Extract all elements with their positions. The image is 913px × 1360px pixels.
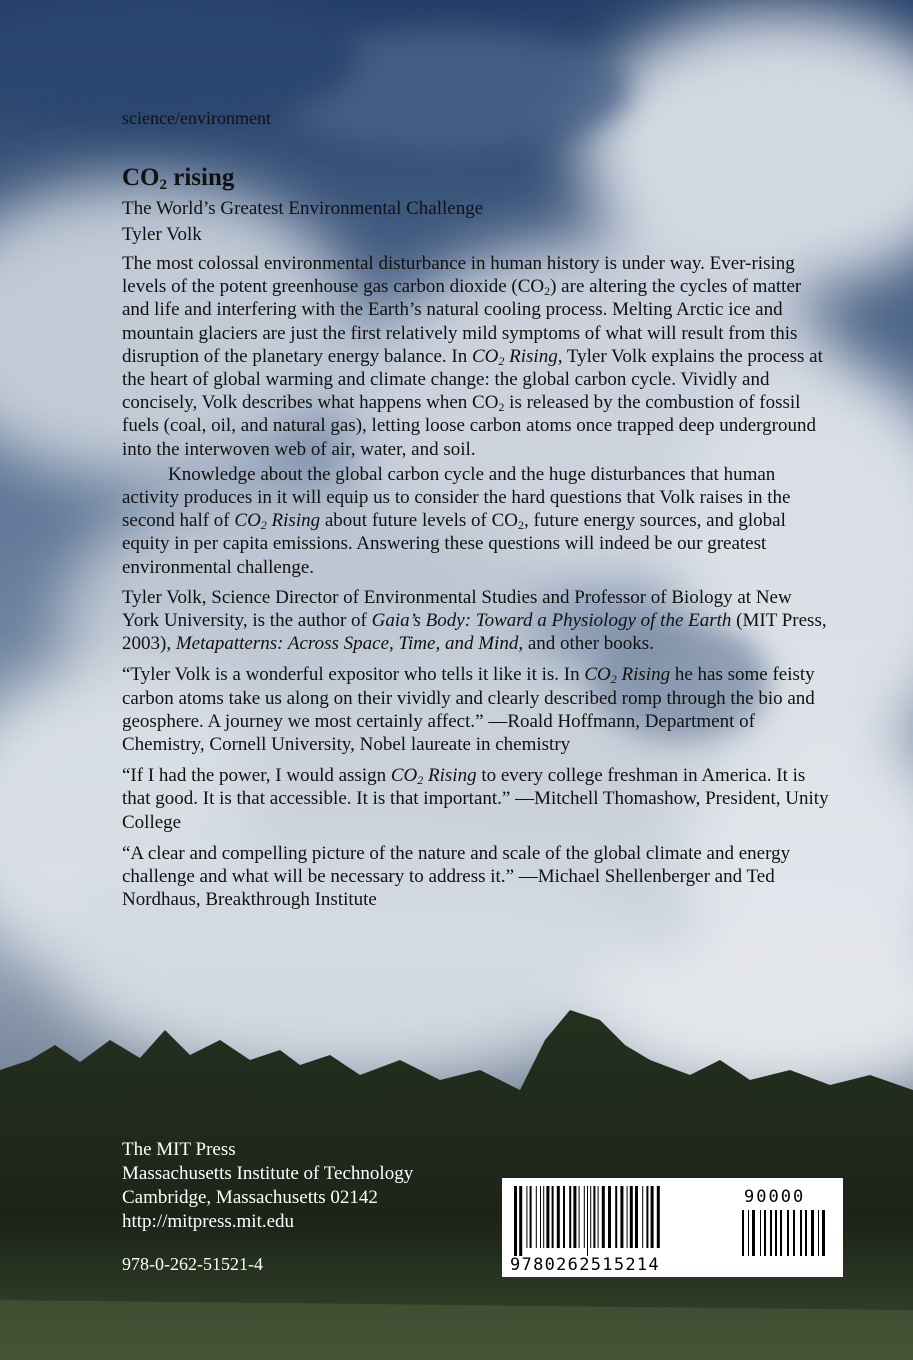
book-title-italic	[234, 510, 320, 531]
addon-bar	[764, 1210, 766, 1256]
text-run: CO	[584, 664, 611, 686]
barcode-bar	[627, 1186, 628, 1248]
text-run: (MIT Press, 2003),	[122, 610, 827, 655]
book-title-italic: Gaia’s Body: Toward a Physiology of the Earth	[371, 610, 732, 632]
text-run: “If I had the power, I would assign	[122, 765, 391, 787]
addon-bar	[787, 1210, 789, 1256]
barcode-bar	[519, 1186, 522, 1256]
text-run: and other books.	[523, 633, 654, 655]
barcode-bar	[615, 1186, 617, 1248]
barcode-bar	[543, 1186, 544, 1248]
text-run: ) are altering the cycles of matter and life and interfering with the Earth’s natural cooling process. Melting Arctic ice and mountain glaciers are just the first relatively mild symptoms of what will result from this disruption of the planetary energy balance. In	[122, 276, 802, 367]
addon-bar	[811, 1210, 814, 1256]
barcode-bar	[546, 1186, 549, 1248]
subscript: 2	[498, 400, 505, 415]
barcode-bar	[552, 1186, 554, 1248]
text-run: Rising	[266, 510, 321, 532]
barcode-bar	[569, 1186, 571, 1248]
addon-bar	[770, 1210, 772, 1256]
title-main: CO	[122, 164, 160, 191]
back-cover-text	[122, 252, 832, 911]
subscript: 2	[417, 773, 424, 788]
barcode-bar	[642, 1186, 643, 1248]
text-run: “Tyler Volk is a wonderful expositor who tells it like it is. In	[122, 664, 585, 686]
barcode-bar	[630, 1186, 633, 1248]
barcode-bar	[579, 1186, 580, 1248]
addon-bar	[822, 1210, 825, 1256]
subscript: 2	[260, 518, 267, 533]
barcode-bar	[540, 1186, 541, 1248]
blurb-thomashow	[122, 764, 832, 834]
subscript: 2	[498, 353, 505, 368]
title-subscript: 2	[159, 177, 167, 193]
subscript: 2	[610, 672, 617, 687]
barcode-bar	[608, 1186, 611, 1248]
text-run: Knowledge about the global carbon cycle and the huge disturbances that human activity produces in it will equip us to consider the hard questions that Volk raises in the second half of	[122, 463, 791, 532]
text-run: CO	[471, 345, 499, 367]
addon-bar	[748, 1210, 749, 1256]
book-title-italic	[391, 765, 477, 786]
book-title-italic	[584, 664, 670, 685]
addon-bar	[780, 1210, 782, 1256]
addon-bar	[760, 1210, 761, 1256]
publisher-city: Cambridge, Massachusetts 02142	[122, 1187, 378, 1208]
publisher-block	[122, 1138, 413, 1234]
barcode-digits: 9780262515214	[510, 1255, 660, 1275]
barcode-label	[502, 1178, 843, 1277]
barcode-bar	[514, 1186, 517, 1256]
barcode-bar	[657, 1186, 660, 1248]
barcode-addon-digits: 90000	[744, 1187, 806, 1207]
book-author: Tyler Volk	[122, 224, 202, 245]
book-subtitle: The World’s Greatest Environmental Challenge	[122, 198, 484, 219]
barcode-bar	[530, 1186, 532, 1248]
addon-bar	[775, 1210, 777, 1256]
addon-bar	[752, 1210, 755, 1256]
text-run: Tyler Volk explains the process at the heart of global warming and climate change: the global carbon cycle. Vividly and concisely, Volk describes what happens when CO	[122, 345, 823, 414]
addon-bar	[742, 1210, 744, 1256]
blurb-hoffmann	[122, 663, 832, 756]
text-run: he has some feisty carbon atoms take us along on their vividly and clearly described romp through the bio and geosphere. A journey we most certainly affect.” —Roald Hoffmann, Department of Chemistry, Cornell University, Nobel laureate in chemistry	[122, 664, 815, 756]
publisher-name: The MIT Press	[122, 1139, 236, 1160]
isbn-text: 978-0-262-51521-4	[122, 1254, 263, 1274]
publisher-institution: Massachusetts Institute of Technology	[122, 1163, 414, 1184]
barcode-bar	[593, 1186, 595, 1248]
blurb-breakthrough: “A clear and compelling picture of the nature and scale of the global climate and energy challenge and what will be necessary to address it.” —Michael Shellenberger and Ted Nordhaus, Breakthrough Institute	[122, 842, 791, 911]
text-run: The most colossal environmental disturbance in human history is under way. Ever-rising levels of the potent greenhouse gas carbon dioxide (CO	[122, 253, 795, 298]
text-run: is released by the combustion of fossil fuels (coal, oil, and natural gas), letting loose carbon atoms once trapped deep underground into the interwoven web of air, water, and soil.	[122, 392, 816, 460]
barcode-bar	[646, 1186, 648, 1248]
addon-bar	[818, 1210, 819, 1256]
publisher-url: http://mitpress.mit.edu	[122, 1211, 295, 1232]
subscript: 2	[517, 518, 524, 533]
title-rest: rising	[167, 164, 235, 191]
addon-bar	[793, 1210, 795, 1256]
addon-bar	[800, 1210, 802, 1256]
barcode-bar	[598, 1186, 599, 1248]
barcode-bar	[536, 1186, 537, 1248]
text-run: Rising	[616, 664, 671, 686]
text-run: about future levels of CO	[320, 510, 518, 532]
text-run: Rising	[423, 765, 477, 787]
addon-bar	[805, 1210, 807, 1256]
barcode-bar	[584, 1186, 585, 1248]
barcode-bar	[563, 1186, 565, 1248]
book-title-italic	[472, 346, 562, 367]
text-run: to every college freshman in America. It is that good. It is that accessible. It is that important.” —Mitchell Thomashow, President, Unity College	[122, 765, 829, 833]
barcode-bar	[602, 1186, 605, 1248]
text-run: CO	[234, 510, 261, 532]
barcode-bar	[620, 1186, 623, 1248]
text-run: CO	[390, 765, 418, 787]
barcode-bar	[590, 1186, 591, 1248]
description-paragraph-1	[122, 252, 832, 461]
description-paragraph-2	[122, 463, 832, 579]
subscript: 2	[544, 284, 551, 299]
barcode-bar	[526, 1186, 527, 1248]
barcode-bar	[557, 1186, 560, 1248]
book-title-italic: Metapatterns: Across Space, Time, and Mind,	[175, 633, 524, 655]
barcode-bar	[651, 1186, 654, 1248]
barcode-bar	[635, 1186, 638, 1248]
category-label: science/environment	[122, 108, 271, 128]
barcode-bar	[573, 1186, 576, 1248]
author-bio	[122, 586, 832, 656]
text-run: Rising,	[504, 345, 563, 367]
text-run: , future energy sources, and global equity in per capita emissions. Answering these questions will indeed be our greatest environmental challenge.	[122, 510, 786, 578]
text-run: Tyler Volk, Science Director of Environmental Studies and Professor of Biology at New York University, is the author of	[122, 586, 792, 632]
book-title	[122, 164, 234, 194]
isbn-barcode	[502, 1178, 843, 1277]
barcode-bar	[587, 1186, 588, 1256]
